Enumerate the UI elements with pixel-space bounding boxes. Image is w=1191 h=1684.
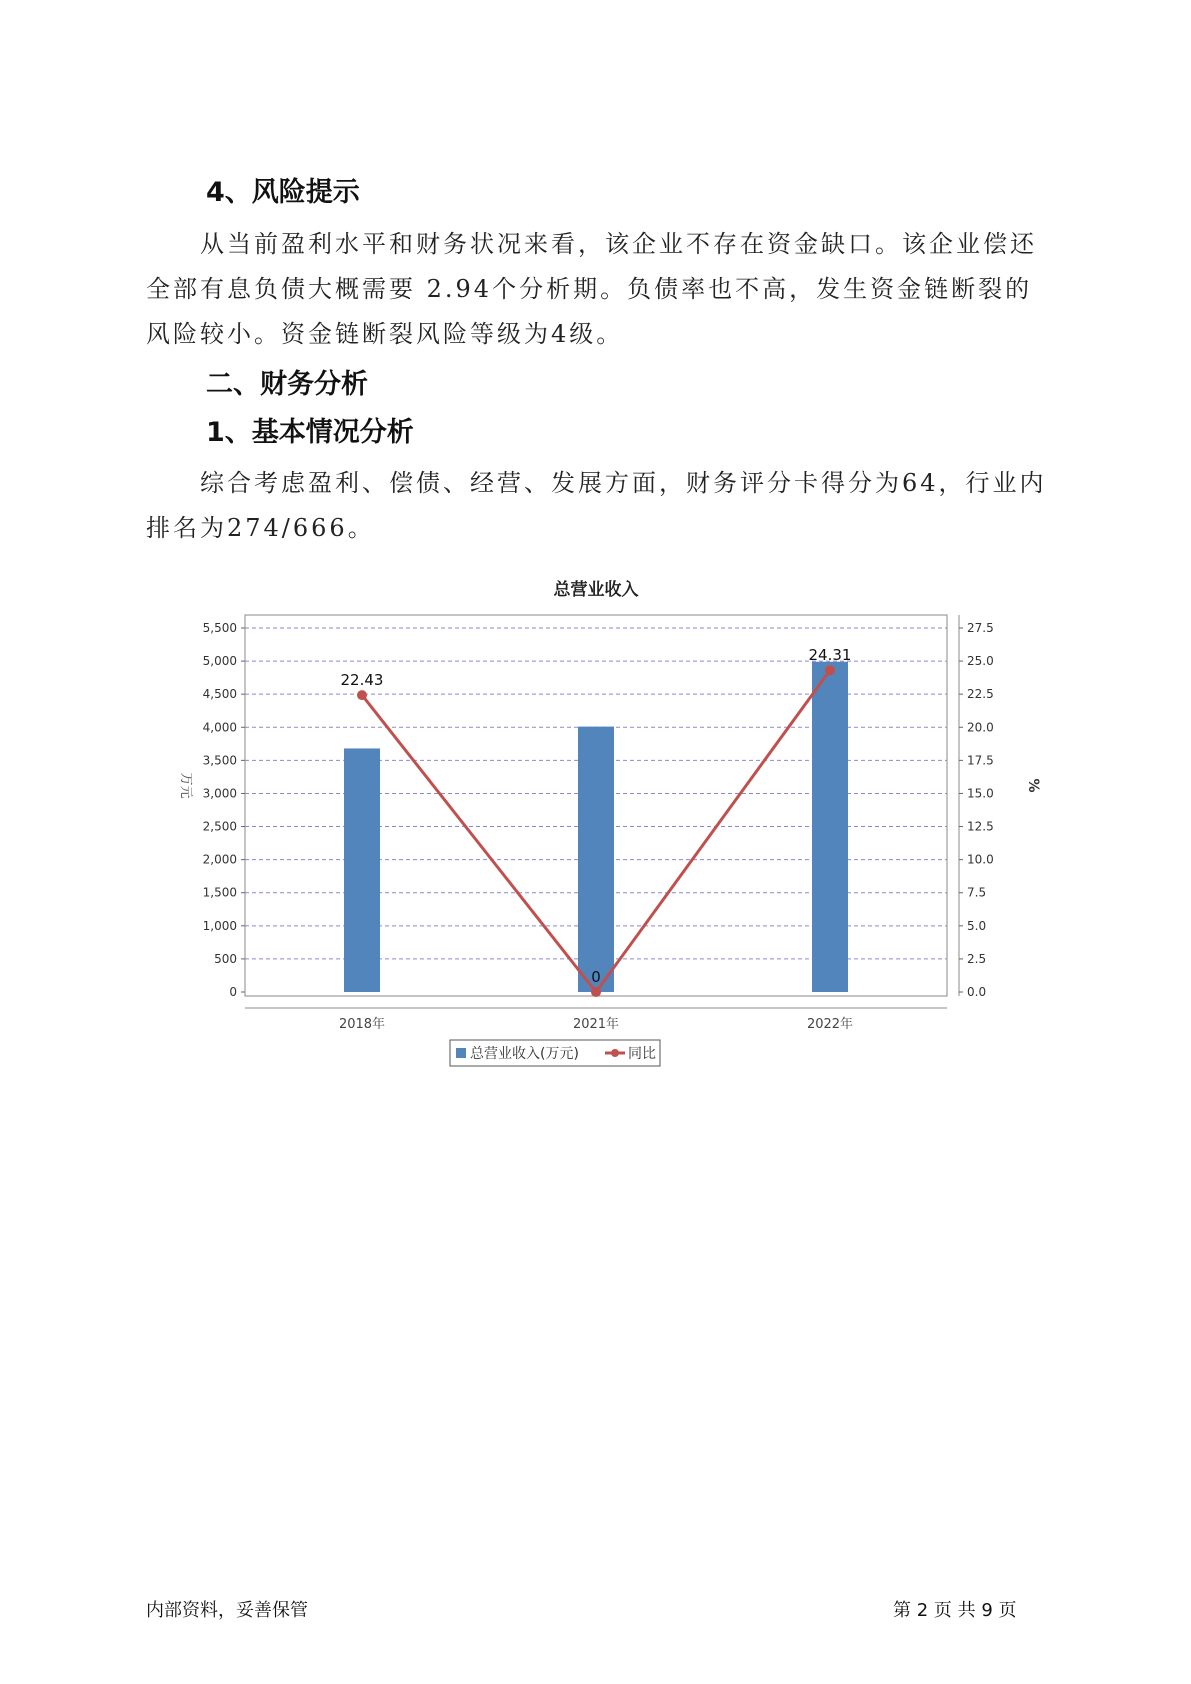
- bar-3: [812, 662, 848, 992]
- y-tick-label: 2,000: [202, 852, 237, 867]
- footer-confidential: 内部资料，妥善保管: [146, 1600, 308, 1621]
- heading-basic-analysis: 1、基本情况分析: [206, 417, 414, 448]
- yoy-label-1: 22.43: [340, 671, 384, 690]
- yoy-point-1: [357, 690, 367, 700]
- y-tick-label: 1,000: [202, 918, 237, 933]
- chart-title: 总营业收入: [553, 580, 639, 600]
- y2-tick-label: 17.5: [967, 753, 994, 768]
- y2-tick-label: 25.0: [967, 654, 994, 669]
- yoy-point-3: [825, 665, 835, 675]
- paragraph-basic: [146, 461, 1056, 551]
- legend-line-label: 同比: [628, 1046, 656, 1062]
- bar-1: [344, 748, 380, 992]
- y-tick-label: 4,000: [202, 720, 237, 735]
- paragraph-risk: [146, 222, 1056, 357]
- y-tick-label: 5,000: [202, 654, 237, 669]
- x-tick-label: 2021年: [572, 1017, 620, 1032]
- y-tick-label: 5,500: [202, 621, 237, 635]
- y2-tick-label: 7.5: [967, 885, 987, 900]
- y2-tick-label: 15.0: [967, 786, 994, 801]
- y-tick-label: 0: [229, 985, 237, 999]
- y-tick-label: 2,500: [202, 819, 237, 834]
- y-tick-label: 3,500: [202, 753, 237, 768]
- x-tick-label: 2018年: [338, 1017, 386, 1032]
- y2-tick-label: 22.5: [967, 687, 994, 702]
- y2-tick-label: 2.5: [967, 951, 987, 966]
- legend-bar-swatch: [456, 1048, 466, 1058]
- y2-axis-title: %: [1025, 778, 1041, 793]
- bar-2: [578, 727, 614, 992]
- y2-tick-label: 10.0: [967, 852, 994, 867]
- heading-risk: 4、风险提示: [206, 177, 360, 208]
- y2-tick-label: 5.0: [967, 918, 987, 933]
- y-axis-title: 万元: [178, 772, 193, 799]
- footer-page-number: 第 2 页 共 9 页: [893, 1600, 1017, 1621]
- y2-tick-label: 27.5: [967, 621, 994, 635]
- y-tick-label: 4,500: [202, 687, 237, 702]
- legend-bar-label: 总营业收入(万元): [470, 1046, 579, 1062]
- y-tick-label: 500: [214, 951, 237, 966]
- x-tick-label: 2022年: [806, 1017, 854, 1032]
- y2-tick-label: 12.5: [967, 819, 994, 834]
- yoy-label-2: 0: [591, 968, 601, 986]
- y-tick-label: 3,000: [202, 786, 237, 801]
- yoy-point-2: [591, 987, 601, 997]
- paragraph-risk-text: 从当前盈利水平和财务状况来看，该企业不存在资金缺口。该企业偿还全部有息负债大概需要 2.94个分析期。负债率也不高，发生资金链断裂的风险较小。资金链断裂风险等级为4级。: [146, 230, 1037, 348]
- paragraph-basic-text: 综合考虑盈利、偿债、经营、发展方面，财务评分卡得分为64，行业内排名为274/666。: [146, 469, 1047, 542]
- revenue-chart: [160, 575, 1041, 1062]
- heading-financial-analysis: 二、财务分析: [206, 369, 368, 400]
- legend-line-marker: [611, 1049, 619, 1057]
- y2-tick-label: 20.0: [967, 720, 994, 735]
- y-tick-label: 1,500: [202, 885, 237, 900]
- y2-tick-label: 0.0: [967, 985, 987, 999]
- yoy-label-3: 24.31: [808, 646, 852, 665]
